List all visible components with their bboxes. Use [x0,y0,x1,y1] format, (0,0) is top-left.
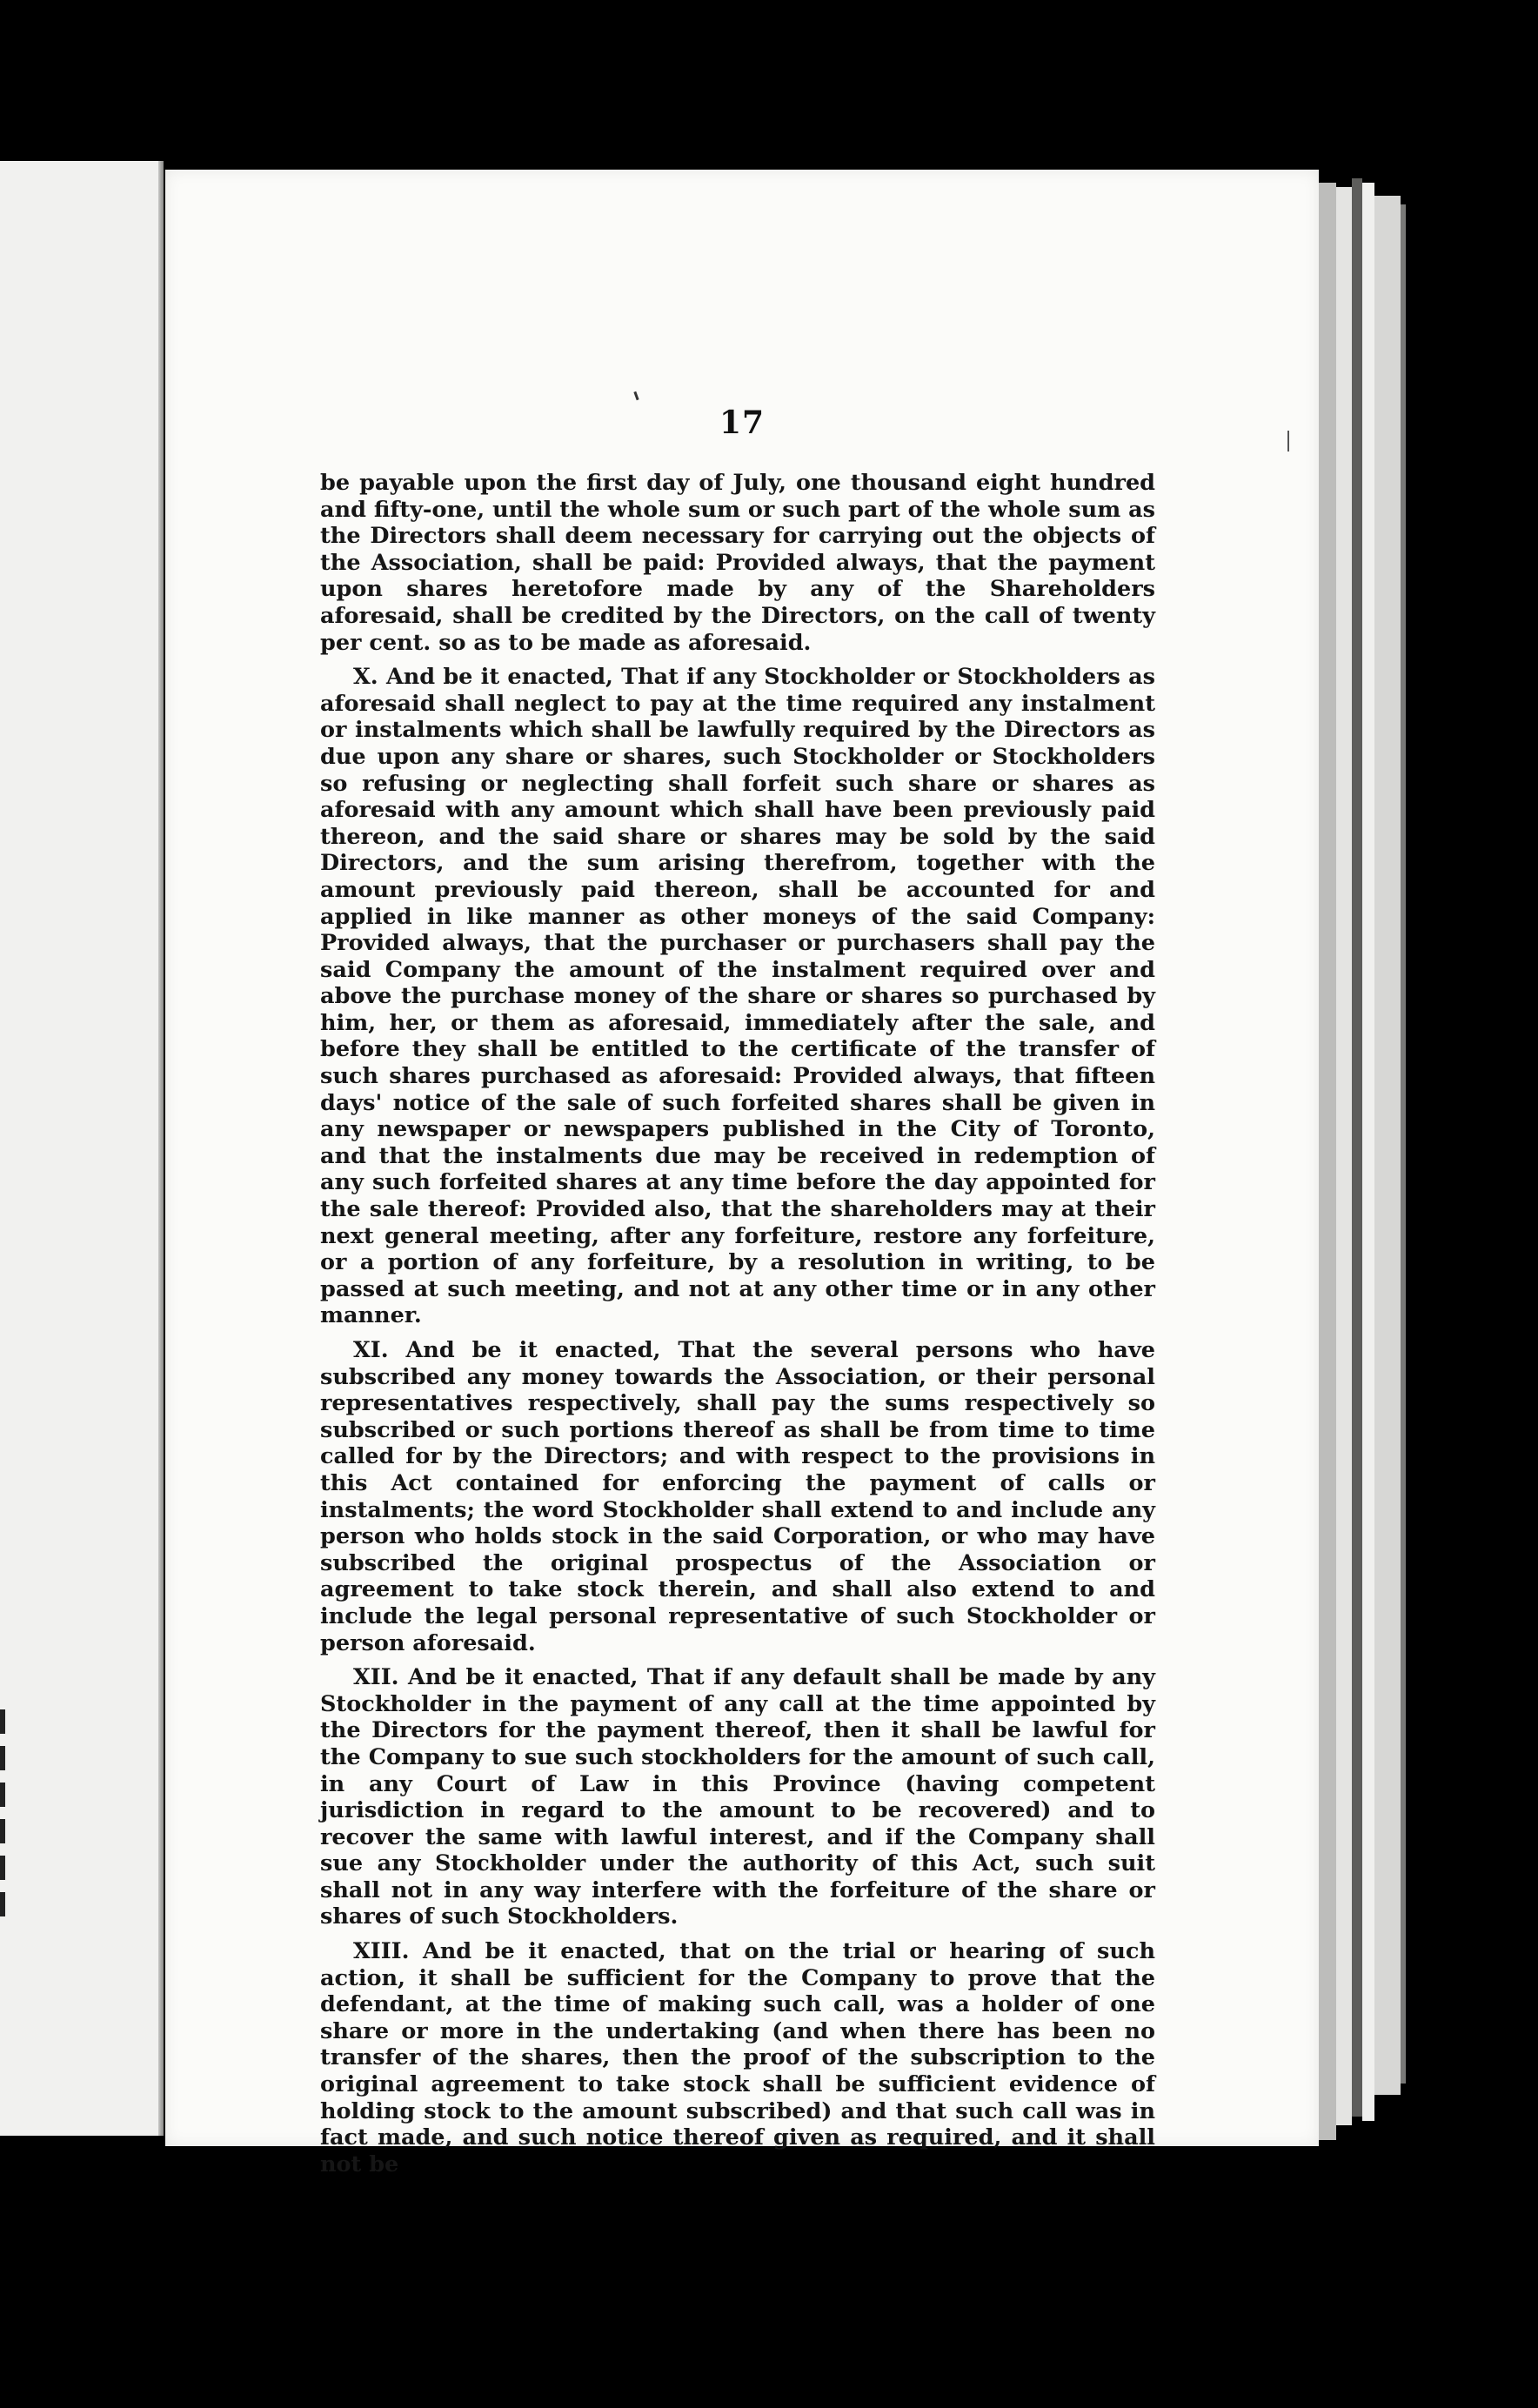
section-x [320,664,1155,1329]
body-text [320,470,1155,2185]
page-number: 17 [719,405,766,441]
section-xiii [320,1938,1155,2177]
document-page [165,170,1319,2177]
section-number: X. [353,664,378,691]
margin-marks [0,1709,7,1997]
ink-mark [633,391,639,400]
paragraph-text: And be it enacted, That the several persons who have subscribed any money towards the Association, or their personal representatives respectively, shall pay the sums respectively so subscribed or such portions thereof as shall be from time to time called for by the Directors; and with respect to the provisions in this Act contained for enforcing the payment of calls or instalments; the word Stockholder shall extend to and include any person who holds stock in the said Corporation, or who may have subscribed the original prospectus of the Association or agreement to take stock therein, and shall also extend to and include the legal personal representative of such Stockholder or person aforesaid. [320,1337,1155,1656]
page-edges-stack [1319,183,1414,2140]
section-xii [320,1664,1155,1930]
section-number: XIII. [353,1938,410,1965]
section-xi [320,1337,1155,1656]
paragraph-continuation [320,470,1155,656]
paragraph-text: be payable upon the first day of July, one thousand eight hundred and fifty-one, until the whole sum or such part of the whole sum as the Directors shall deem necessary for carrying out the objects of the Association, shall be paid: Provided always, that the payment upon shares heretofore made by any of the Shareholders aforesaid, shall be credited by the Directors, on the call of twenty per cent. so as to be made as aforesaid. [320,470,1155,656]
previous-page-edge [0,161,164,2136]
paragraph-text: And be it enacted, That if any default shall be made by any Stockholder in the payment of any call at the time appointed by the Directors for the payment thereof, then it shall be lawful for the Company to sue such stockholders for the amount of such call, in any Court of Law in this Province (having competent jurisdiction in regard to the amount to be recovered) and to recover the same with lawful interest, and if the Company shall sue any Stockholder under the authority of this Act, such suit shall not in any way interfere with the forfeiture of the share or shares of such Stockholders. [320,1664,1155,1930]
section-number: XI. [353,1337,389,1363]
paragraph-text: And be it enacted, That if any Stockholder or Stockholders as aforesaid shall neglect to pay at the time required any instalment or instalments which shall be lawfully required by the Directors as due upon any share or shares, such Stockholder or Stockholders so refusing or neglecting shall forfeit such share or shares as aforesaid with any amount which shall have been previously paid thereon, and the said share or shares may be sold by the said Directors, and the sum arising therefrom, together with the amount previously paid thereon, shall be accounted for and applied in like manner as other moneys of the said Company: Provided always, that the purchaser or purchasers shall pay the said Company the amount of the instalment required over and above the purchase money of the share or shares so purchased by him, her, or them as aforesaid, immediately after the sale, and before they shall be entitled to the certificate of the transfer of such shares purchased as aforesaid: Provided always, that fifteen days' notice of the sale of such forfeited shares shall be given in any newspaper or newspapers published in the City of Toronto, and that the instalments due may be received in redemption of any such forfeited shares at any time before the day appointed for the sale thereof: Provided also, that the shareholders may at their next general meeting, after any forfeiture, restore any forfeiture, or a portion of any forfeiture, by a resolution in writing, to be passed at such meeting, and not at any other time or in any other manner. [320,664,1155,1329]
page-fold [158,161,164,2136]
paragraph-text: And be it enacted, that on the trial or hearing of such action, it shall be sufficient for the Company to prove that the defendant, at the time of making such call, was a holder of one share or more in the undertaking (and when there has been no transfer of the shares, then the proof of the subscription to the original agreement to take stock shall be sufficient evidence of holding stock to the amount subscribed) and that such call was in fact made, and such notice thereof given as required, and it shall not be [320,1938,1155,2177]
section-number: XII. [353,1664,399,1691]
